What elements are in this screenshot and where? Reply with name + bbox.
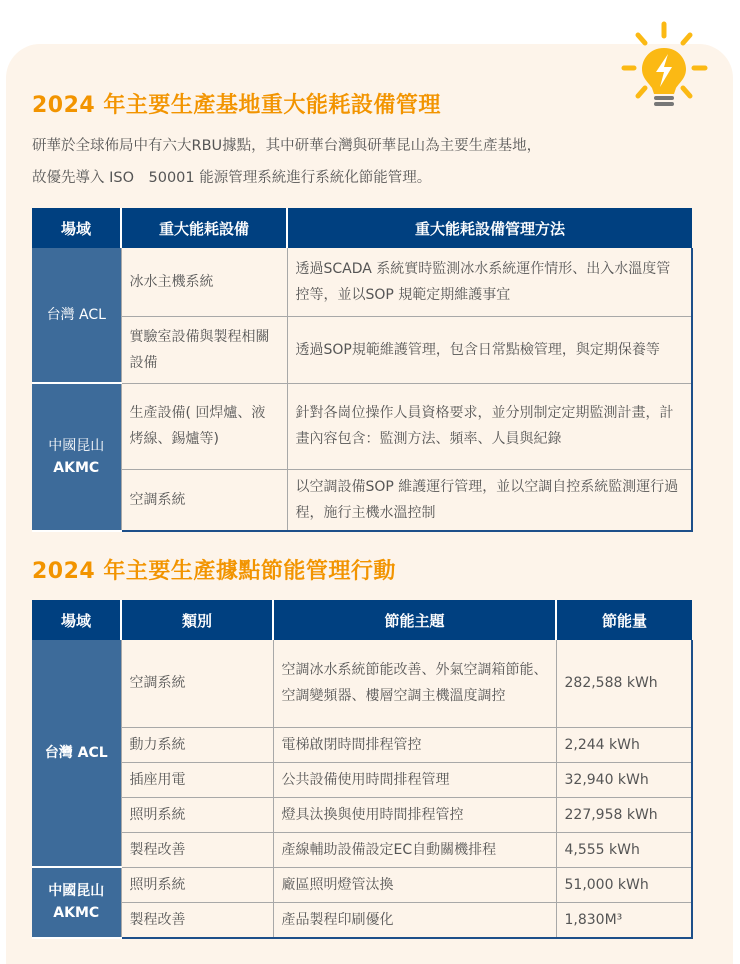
table-row <box>32 832 692 867</box>
category-cell: 動力系統 <box>121 727 273 762</box>
col-header-equipment: 重大能耗設備 <box>121 208 287 248</box>
equipment-cell: 生產設備( 回焊爐、液烤線、錫爐等) <box>121 383 287 469</box>
table-row <box>32 316 692 383</box>
col-header-site: 場域 <box>32 208 121 248</box>
intro-paragraph <box>32 130 692 194</box>
saving-cell: 1,830M³ <box>556 902 692 938</box>
topic-cell: 空調冰水系統節能改善、外氣空調箱節能、空調變頻器、樓層空調主機溫度調控 <box>273 640 556 727</box>
category-cell: 照明系統 <box>121 797 273 832</box>
site-code: AKMC <box>53 459 100 476</box>
table-header-row <box>32 208 692 248</box>
table-row <box>32 867 692 902</box>
category-cell: 照明系統 <box>121 867 273 902</box>
col-header-category: 類別 <box>121 600 273 640</box>
topic-cell: 公共設備使用時間排程管理 <box>273 762 556 797</box>
table-row <box>32 248 692 316</box>
equipment-cell: 冰水主機系統 <box>121 248 287 316</box>
equipment-cell: 空調系統 <box>121 469 287 531</box>
lightbulb-energy-icon <box>612 8 722 108</box>
table-row <box>32 383 692 469</box>
table-row <box>32 762 692 797</box>
section2-title: 2024 年主要生產據點節能管理行動 <box>32 559 396 584</box>
site-cell-taiwan: 台灣 ACL <box>32 640 121 867</box>
intro-line: 研華於全球佈局中有六大RBU據點，其中研華台灣與研華昆山為主要生產基地， <box>32 138 542 154</box>
category-cell: 空調系統 <box>121 640 273 727</box>
energy-saving-table <box>32 600 693 939</box>
method-cell: 透過SCADA 系統實時監測冰水系統運作情形、出入水溫度管控等，並以SOP 規範定期維護事宜 <box>287 248 692 316</box>
category-cell: 製程改善 <box>121 832 273 867</box>
topic-cell: 產線輔助設備設定EC自動關機排程 <box>273 832 556 867</box>
method-cell: 以空調設備SOP 維護運行管理，並以空調自控系統監測運行過程，施行主機水溫控制 <box>287 469 692 531</box>
site-cell-kunshan <box>32 383 121 531</box>
category-cell: 插座用電 <box>121 762 273 797</box>
saving-cell: 227,958 kWh <box>556 797 692 832</box>
topic-cell: 燈具汰換與使用時間排程管控 <box>273 797 556 832</box>
saving-cell: 32,940 kWh <box>556 762 692 797</box>
col-header-method: 重大能耗設備管理方法 <box>287 208 692 248</box>
saving-cell: 2,244 kWh <box>556 727 692 762</box>
site-code: AKMC <box>53 905 100 922</box>
site-cell-kunshan <box>32 867 121 938</box>
saving-cell: 282,588 kWh <box>556 640 692 727</box>
topic-cell: 產品製程印刷優化 <box>273 902 556 938</box>
section1-title: 2024 年主要生產基地重大能耗設備管理 <box>32 93 441 118</box>
table-row <box>32 727 692 762</box>
saving-cell: 51,000 kWh <box>556 867 692 902</box>
col-header-saving: 節能量 <box>556 600 692 640</box>
site-name: 中國昆山 <box>48 883 105 900</box>
method-cell: 透過SOP規範維護管理，包含日常點檢管理，與定期保養等 <box>287 316 692 383</box>
col-header-topic: 節能主題 <box>273 600 556 640</box>
col-header-site: 場域 <box>32 600 121 640</box>
saving-cell: 4,555 kWh <box>556 832 692 867</box>
table-row <box>32 902 692 938</box>
energy-equipment-table <box>32 208 693 532</box>
category-cell: 製程改善 <box>121 902 273 938</box>
method-cell: 針對各崗位操作人員資格要求，並分別制定定期監測計畫，計畫內容包含：監測方法、頻率、人員與紀錄 <box>287 383 692 469</box>
intro-line: 故優先導入 ISO 50001 能源管理系統進行系統化節能管理。 <box>32 170 432 186</box>
site-name: 中國昆山 <box>48 437 105 454</box>
table-row <box>32 640 692 727</box>
equipment-cell: 實驗室設備與製程相關設備 <box>121 316 287 383</box>
topic-cell: 電梯啟閉時間排程管控 <box>273 727 556 762</box>
table-header-row <box>32 600 692 640</box>
site-cell-taiwan: 台灣 ACL <box>32 248 121 383</box>
table-row <box>32 469 692 531</box>
topic-cell: 廠區照明燈管汰換 <box>273 867 556 902</box>
table-row <box>32 797 692 832</box>
